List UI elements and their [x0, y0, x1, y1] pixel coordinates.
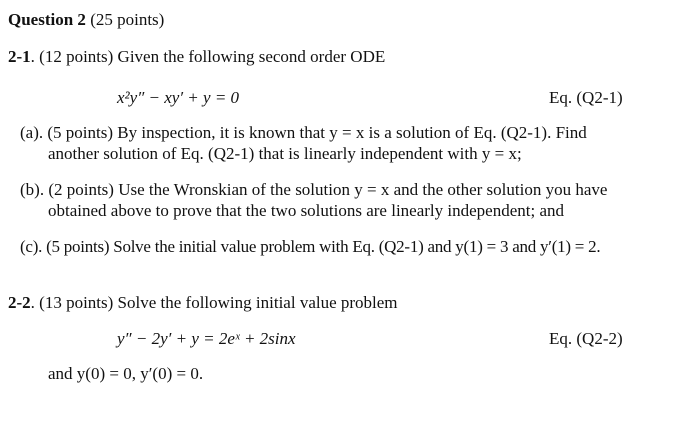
part2-conditions: and y(0) = 0, y′(0) = 0.	[48, 364, 204, 383]
part1-a-line1: (a). (5 points) By inspection, it is known that y = x is a solution of Eq. (Q2-1). Find	[20, 123, 587, 142]
part1-heading	[8, 47, 385, 67]
part1-b-line1: (b). (2 points) Use the Wronskian of the solution y = x and the other solution you have	[20, 180, 608, 199]
part1-c-line1: (c). (5 points) Solve the initial value problem with Eq. (Q2-1) and y(1) = 3 and y′(1) = 2.	[20, 237, 601, 256]
question-heading	[8, 10, 164, 30]
part2-number: 2-2	[8, 293, 31, 312]
part1-intro: . (12 points) Given the following second order ODE	[30, 47, 386, 66]
equation-q2-1: x²y″ − xy′ + y = 0	[117, 88, 240, 107]
part1-number: 2-1	[8, 47, 31, 66]
equation-q2-2: y″ − 2y′ + y = 2eˣ + 2sinx	[117, 329, 296, 348]
equation-label-q2-1: Eq. (Q2-1)	[549, 88, 623, 107]
question-title: Question 2	[8, 10, 86, 29]
question-points: (25 points)	[85, 10, 165, 29]
part1-a-line2: another solution of Eq. (Q2-1) that is linearly independent with y = x;	[48, 144, 522, 163]
equation-label-q2-2: Eq. (Q2-2)	[549, 329, 623, 348]
part2-intro: . (13 points) Solve the following initial value problem	[30, 293, 398, 312]
part2-heading	[8, 293, 398, 313]
part1-b-line2: obtained above to prove that the two solutions are linearly independent; and	[48, 201, 564, 220]
